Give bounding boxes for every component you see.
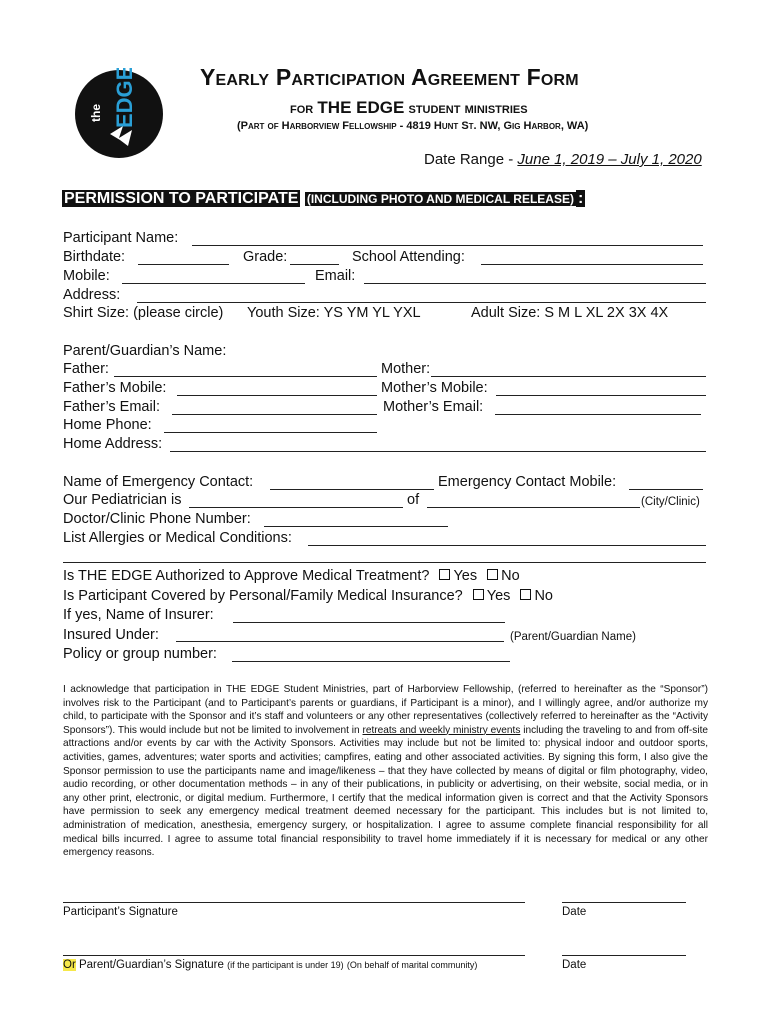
- parent-heading: Parent/Guardian’s Name:: [63, 343, 227, 359]
- mother-email-field[interactable]: [495, 414, 701, 415]
- email-field[interactable]: [364, 283, 706, 284]
- date-range-value: June 1, 2019 – July 1, 2020: [517, 151, 702, 168]
- school-field[interactable]: [481, 264, 703, 265]
- participant-name-field[interactable]: [192, 245, 703, 246]
- insured-under-note: (Parent/Guardian Name): [510, 631, 636, 643]
- form-title: Yearly Participation Agreement Form: [200, 64, 579, 90]
- father-email-label: Father’s Email:: [63, 399, 160, 415]
- youth-size-options[interactable]: Youth Size: YS YM YL YXL: [247, 305, 421, 321]
- doctor-phone-field[interactable]: [264, 526, 448, 527]
- permission-subtitle: (INCLUDING PHOTO AND MEDICAL RELEASE): [306, 192, 574, 206]
- doctor-phone-label: Doctor/Clinic Phone Number:: [63, 511, 251, 527]
- city-clinic-field[interactable]: [427, 507, 640, 508]
- insurance-yes-label: Yes: [486, 588, 511, 604]
- mother-email-label: Mother’s Email:: [383, 399, 484, 415]
- grade-field[interactable]: [290, 264, 339, 265]
- participant-date-label: Date: [562, 906, 587, 918]
- insurance-row: [63, 587, 553, 605]
- authorize-no-label: No: [501, 568, 520, 584]
- form-subtitle: [290, 98, 528, 118]
- city-clinic-label: (City/Clinic): [641, 496, 700, 508]
- org-address: (Part of Harborview Fellowship - 4819 Hunt St. NW, Gig Harbor, WA): [237, 120, 589, 132]
- insurer-label: If yes, Name of Insurer:: [63, 607, 214, 623]
- pediatrician-field[interactable]: [189, 507, 403, 508]
- allergies-field-2[interactable]: [63, 562, 706, 563]
- mother-mobile-label: Mother’s Mobile:: [381, 380, 488, 396]
- edge-logo: [70, 68, 168, 160]
- father-label: Father:: [63, 361, 109, 377]
- participant-date-field[interactable]: [562, 902, 686, 903]
- authorize-treatment-row: [63, 567, 520, 585]
- mobile-field[interactable]: [122, 283, 305, 284]
- insurance-question: Is Participant Covered by Personal/Family Medical Insurance?: [63, 588, 463, 604]
- permission-colon: :: [577, 190, 584, 207]
- participant-name-label: Participant Name:: [63, 230, 179, 246]
- authorize-treatment-question: Is THE EDGE Authorized to Approve Medical Treatment?: [63, 568, 430, 584]
- insurance-no-checkbox[interactable]: [520, 589, 531, 600]
- mother-mobile-field[interactable]: [496, 395, 706, 396]
- insurer-field[interactable]: [233, 622, 505, 623]
- authorize-yes-checkbox[interactable]: [439, 569, 450, 580]
- svg-text:the: the: [89, 104, 103, 122]
- or-label: Or: [63, 959, 76, 971]
- pediatrician-label: Our Pediatrician is: [63, 492, 182, 508]
- parent-date-label: Date: [562, 959, 587, 971]
- permission-title: PERMISSION TO PARTICIPATE: [64, 190, 299, 207]
- emergency-mobile-label: Emergency Contact Mobile:: [438, 474, 617, 490]
- insurance-yes-checkbox[interactable]: [473, 589, 484, 600]
- permission-heading: [62, 190, 585, 208]
- birthdate-label: Birthdate:: [63, 249, 126, 265]
- date-range: [424, 151, 702, 168]
- emergency-contact-field[interactable]: [270, 489, 434, 490]
- of-label: of: [407, 492, 420, 508]
- legal-part1: I acknowledge that participation in THE EDGE Student Ministries, part of Harborview Fellowship, (referred to hereinafter as the “Sponsor”) involves risk to the Participant (and to Participant’s parents or guardians, if Participant is a minor), and I willingly agree, and/or authorize my child, to participate with the Sponsor and it’s staff and volunteers or any other representatives (collectively referred to hereinafter as the “Activity Sponsors”). This would include but not be limited to involvement in: [63, 684, 708, 736]
- address-field[interactable]: [137, 302, 706, 303]
- birthdate-field[interactable]: [138, 264, 229, 265]
- parent-signature-label-row: [63, 959, 477, 971]
- emergency-contact-label: Name of Emergency Contact:: [63, 474, 254, 490]
- insured-under-label: Insured Under:: [63, 627, 159, 643]
- father-field[interactable]: [114, 376, 377, 377]
- grade-label: Grade:: [243, 249, 288, 265]
- authorize-yes-label: Yes: [453, 568, 478, 584]
- address-label: Address:: [63, 287, 121, 303]
- parent-note-marital: (On behalf of marital community): [346, 960, 478, 970]
- parent-date-field[interactable]: [562, 955, 686, 956]
- home-phone-field[interactable]: [164, 432, 377, 433]
- father-mobile-field[interactable]: [177, 395, 377, 396]
- mother-label: Mother:: [381, 361, 431, 377]
- adult-size-options[interactable]: Adult Size: S M L XL 2X 3X 4X: [471, 305, 669, 321]
- participant-signature-field[interactable]: [63, 902, 525, 903]
- date-range-label: Date Range -: [424, 151, 514, 168]
- legal-underlined: retreats and weekly ministry events: [362, 724, 521, 736]
- subtitle-suffix: student ministries: [408, 100, 528, 117]
- legal-agreement-text: [63, 683, 708, 860]
- participant-signature-label: Participant’s Signature: [63, 906, 178, 918]
- subtitle-org: THE EDGE: [317, 98, 405, 117]
- allergies-label: List Allergies or Medical Conditions:: [63, 530, 292, 546]
- shirt-size-label: Shirt Size: (please circle): [63, 305, 224, 321]
- emergency-mobile-field[interactable]: [629, 489, 703, 490]
- legal-part2: including the traveling to and from off-site attractions and/or events by car with the Activity Sponsors. Activities may include but not be limited to: physical indoor and outdoor sports, activities, games, adventures; water sports and activities; campfires, eating and other associated activities. By signing this form, I also give the Sponsor permission to use the participants name and image/likeness – that they have collected by means of digital or film photography, video, audio recording, or other documentation methods – in any of their publications, in publicity or advertising, on their website, social media, or in any other print, electronic, or digital medium. Furthermore, I certify that the medical information given is correct and that the Activity Sponsors have permission to seek any emergency medical treatment deemed necessary for the participant. This includes but is not limited to, administration of medication, anesthesia, emergency surgery, or hospitalization. I agree to assume complete financial responsibility for all medical bills incurred. I agree to assume total financial responsibility to travel home immediately if it is necessary for medical or any other emergency reasons.: [63, 724, 708, 859]
- father-email-field[interactable]: [172, 414, 377, 415]
- policy-field[interactable]: [232, 661, 510, 662]
- home-address-field[interactable]: [170, 451, 706, 452]
- home-phone-label: Home Phone:: [63, 417, 152, 433]
- mother-field[interactable]: [431, 376, 706, 377]
- authorize-no-checkbox[interactable]: [487, 569, 498, 580]
- school-label: School Attending:: [352, 249, 465, 265]
- mobile-label: Mobile:: [63, 268, 110, 284]
- subtitle-prefix: for: [290, 100, 314, 117]
- insurance-no-label: No: [534, 588, 553, 604]
- allergies-field[interactable]: [308, 545, 706, 546]
- parent-signature-field[interactable]: [63, 955, 525, 956]
- home-address-label: Home Address:: [63, 436, 163, 452]
- svg-text:EDGE: EDGE: [112, 68, 137, 128]
- parent-signature-label: Parent/Guardian’s Signature: [78, 959, 224, 971]
- policy-label: Policy or group number:: [63, 646, 217, 662]
- parent-note-under-19: (if the participant is under 19): [227, 960, 344, 970]
- insured-under-field[interactable]: [176, 641, 504, 642]
- father-mobile-label: Father’s Mobile:: [63, 380, 167, 396]
- email-label: Email:: [315, 268, 356, 284]
